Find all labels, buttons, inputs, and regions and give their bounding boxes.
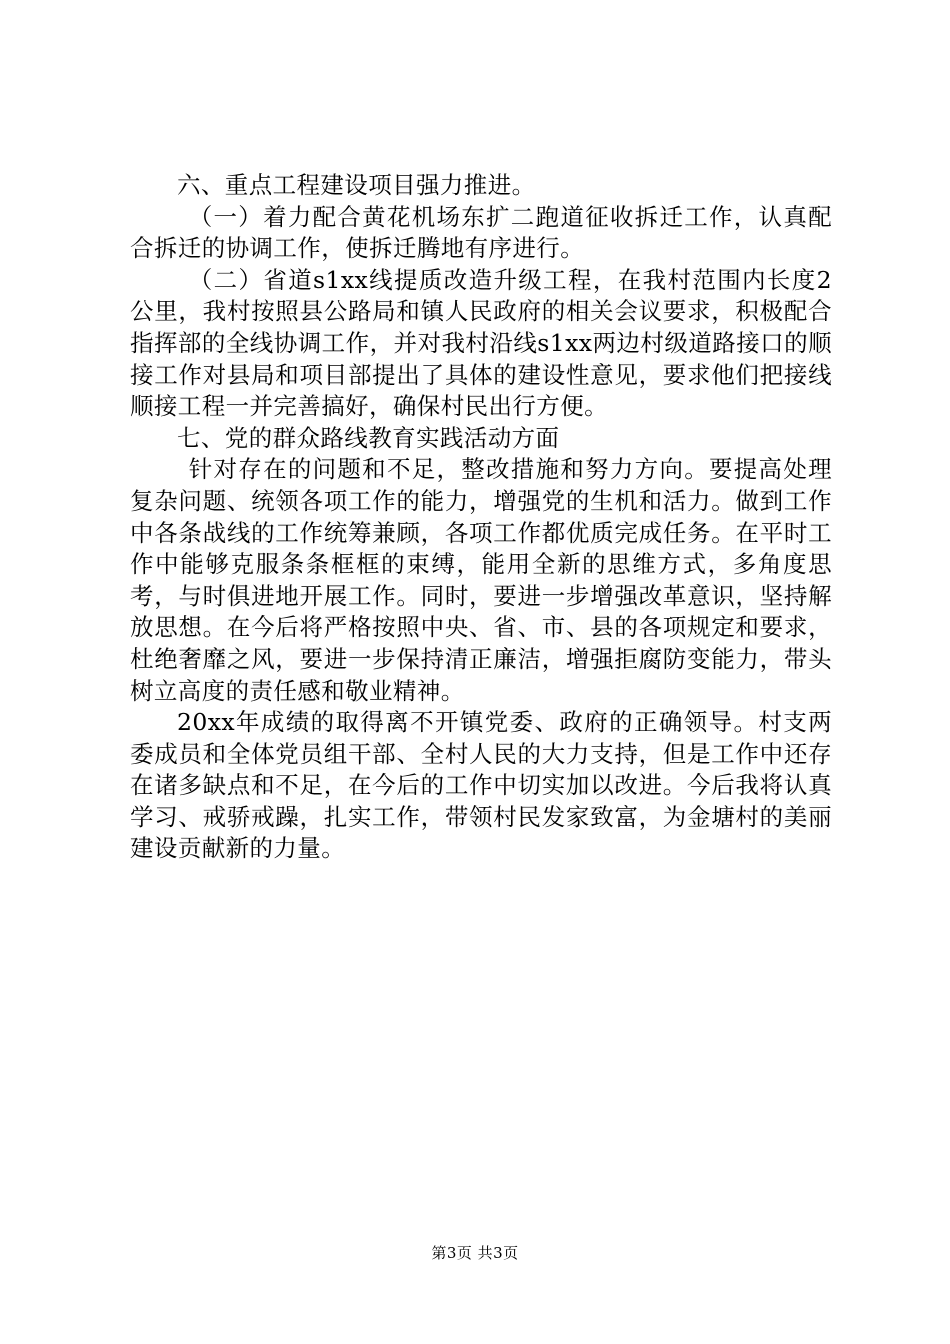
section-heading-6: 六、重点工程建设项目强力推进。 <box>177 171 536 199</box>
closing-paragraph: 20xx年成绩的取得离不开镇党委、政府的正确领导。村支两委成员和全体党员组干部、全村人民的大力支持，但是工作中还存在诸多缺点和不足，在今后的工作中切实加以改进。今后我将认真学习、戒骄戒躁，扎实工作，带领村民发家致富，为金塘村的美丽建设贡献新的力量。 <box>130 708 832 863</box>
page-footer: 第3页 共3页 <box>431 1244 519 1262</box>
section-heading-7: 七、党的群众路线教育实践活动方面 <box>177 423 560 452</box>
body-paragraph-7: 针对存在的问题和不足，整改措施和努力方向。要提高处理复杂问题、统领各项工作的能力，增强党的生机和活力。做到工作中各条战线的工作统筹兼顾，各项工作都优质完成任务。在平时工作中能够克服条条框框的束缚，能用全新的思维方式，多角度思考，与时俱进地开展工作。同时，要进一步增强改革意识，坚持解放思想。在今后将严格按照中央、省、市、县的各项规定和要求，杜绝奢靡之风，要进一步保持清正廉洁，增强拒腐防变能力，带头树立高度的责任感和敬业精神。 <box>130 455 832 705</box>
list-item-6-1: （一）着力配合黄花机场东扩二跑道征收拆迁工作，认真配合拆迁的协调工作，使拆迁腾地有序进行。 <box>130 202 832 263</box>
document-body <box>130 170 832 865</box>
list-item-6-2: （二）省道s1xx线提质改造升级工程，在我村范围内长度2公里，我村按照县公路局和镇人民政府的相关会议要求，积极配合指挥部的全线协调工作，并对我村沿线s1xx两边村级道路接口的顺接工作对县局和项目部提出了具体的建设性意见，要求他们把接线顺接工程一并完善搞好，确保村民出行方便。 <box>130 265 832 421</box>
